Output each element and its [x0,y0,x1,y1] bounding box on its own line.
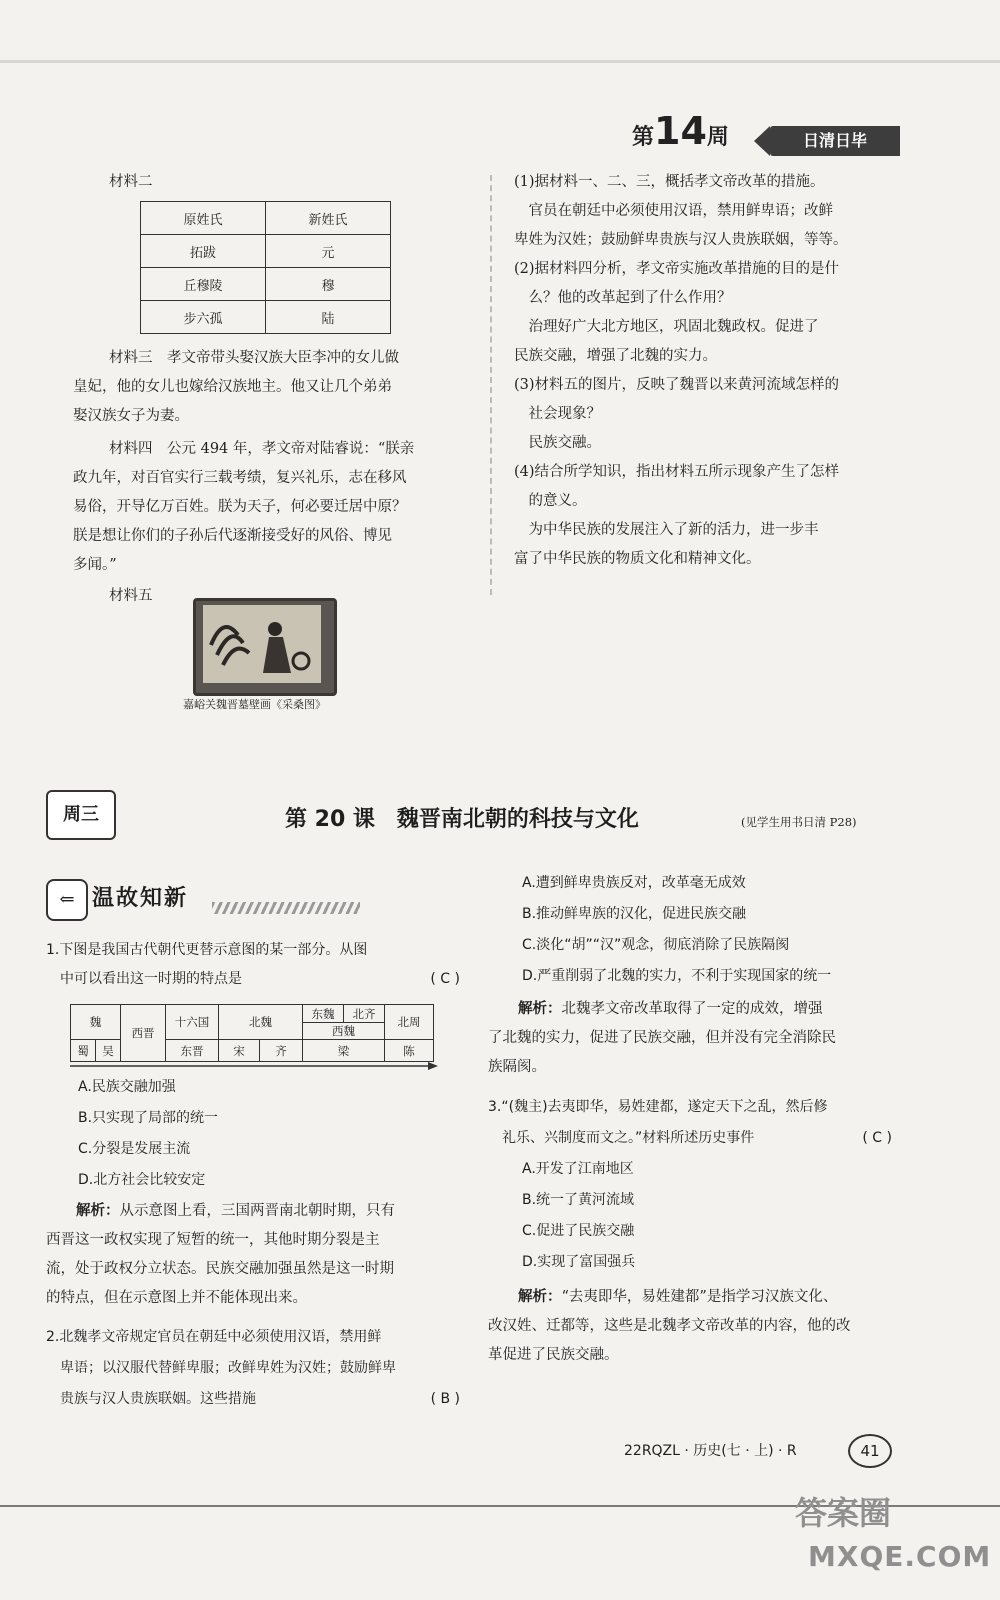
text-line: 皇妃，他的女儿也嫁给汉族地主。他又让几个弟弟 [73,379,392,395]
lesson-reference: (见学生用书日清 P28) [741,815,857,829]
mural-image-inner [203,605,321,683]
material-2-label: 材料二 [109,174,153,190]
table-row [141,301,391,334]
day-tag: 周三 [46,790,116,840]
book-code: 22RQZL · 历史(七 · 上) · R [624,1443,797,1459]
analysis-line [488,1282,898,1312]
lesson-title: 第 20 课 魏晋南北朝的科技与文化 [285,807,639,832]
timeline-table [70,1004,434,1062]
table-row [141,268,391,301]
text-line: 政九年，对百官实行三载考绩，复兴礼乐，志在移风 [73,470,407,486]
timeline-arrow-icon [70,1062,440,1072]
timeline-cell: 东晋 [166,1040,219,1062]
analysis-line [46,1196,466,1226]
answer-line: 富了中华民族的物质文化和精神文化。 [514,551,761,567]
q2-analysis [488,994,898,1082]
dynasty-timeline [70,1004,440,1072]
question-stem: 1.下图是我国古代朝代更替示意图的某一部分。从图 [46,942,368,958]
timeline-cell: 魏 [71,1005,121,1040]
answer-line: 卑姓为汉姓；鼓励鲜卑贵族与汉人贵族联姻，等等。 [514,232,848,248]
material-4 [73,435,465,580]
mural-figure-icon [203,605,321,683]
q2-options [522,868,902,992]
analysis-text: “去夷即华，易姓建都”是指学习汉族文化、 [561,1289,838,1305]
analysis-line: 的特点，但在示意图上并不能体现出来。 [46,1290,307,1306]
question-stem: 2.北魏孝文帝规定官员在朝廷中必须使用汉语，禁用鲜 [46,1329,382,1345]
timeline-cell: 北齐 [344,1005,385,1023]
badge-arrow-icon [754,126,770,156]
timeline-cell: 齐 [260,1040,303,1062]
question-stem [46,965,466,994]
timeline-cell: 宋 [219,1040,260,1062]
analysis-line: 了北魏的实力，促进了民族交融，但并没有完全消除民 [488,1030,836,1046]
timeline-cell: 陈 [385,1040,434,1062]
analysis-line: 革促进了民族交融。 [488,1347,619,1363]
q3-options [522,1154,902,1278]
table-cell: 元 [266,235,391,268]
week-prefix: 第 [632,125,655,150]
analysis-text: 北魏孝文帝改革取得了一定的成效，增强 [561,1001,823,1017]
week-suffix: 周 [706,125,729,150]
table-cell: 穆 [266,268,391,301]
timeline-cell: 北周 [385,1005,434,1040]
question-line: (4)结合所学知识，指出材料五所示现象产生了怎样 [514,464,840,480]
question-3 [488,1092,898,1154]
table-cell: 拓跋 [141,235,266,268]
week-number: 14 [654,109,707,153]
watermark-url: MXQE.COM [808,1540,992,1573]
question-line: (3)材料五的图片，反映了魏晋以来黄河流域怎样的 [514,377,840,393]
option-b: B.只实现了局部的统一 [78,1110,219,1126]
option-b: B.推动鲜卑族的汉化，促进民族交融 [522,906,747,922]
analysis-line [488,994,898,1024]
question-stem-text: 礼乐、兴制度而文之。”材料所述历史事件 [488,1130,755,1146]
section-stripe [212,902,360,914]
question-line: 的意义。 [514,493,587,509]
material-5-label: 材料五 [109,588,153,604]
table-cell: 步六孤 [141,301,266,334]
analysis-text: 从示意图上看，三国两晋南北朝时期，只有 [119,1203,395,1219]
answer-line: 民族交融，增强了北魏的实力。 [514,348,717,364]
question-stem-text: 贵族与汉人贵族联姻。这些措施 [46,1391,256,1407]
question-stem: 卑语；以汉服代替鲜卑服；改鲜卑姓为汉姓；鼓励鲜卑 [46,1360,396,1376]
analysis-label: 解析： [518,1288,562,1305]
material-3 [73,344,465,431]
question-2 [46,1322,466,1415]
section-title: 温故知新 [92,886,189,911]
question-stem [46,1384,466,1415]
analysis-line: 西晋这一政权实现了短暂的统一，其他时期分裂是主 [46,1232,380,1248]
left-materials [73,168,465,611]
analysis-line: 族隔阂。 [488,1059,546,1075]
analysis-line: 改汉姓、迁都等，这些是北魏孝文帝改革的内容，他的改 [488,1318,851,1334]
analysis-label: 解析： [76,1202,120,1219]
answer-line: 民族交融。 [514,435,601,451]
table-cell: 丘穆陵 [141,268,266,301]
timeline-cell: 西晋 [121,1005,166,1062]
column-divider [490,175,492,595]
daily-badge: 日清日毕 [770,126,900,156]
timeline-cell: 北魏 [219,1005,303,1040]
surname-table [140,201,391,334]
question-line: 么？他的改革起到了什么作用？ [514,290,732,306]
option-c: C.促进了民族交融 [522,1223,635,1239]
watermark-brand: 答案圈 [795,1494,892,1532]
timeline-cell: 蜀 [71,1040,96,1062]
question-answer: ( B ) [430,1391,460,1407]
question-1 [46,936,466,994]
page-number: 41 [848,1434,892,1468]
text-line: 材料四 公元 494 年，孝文帝对陆睿说：“朕亲 [109,441,415,457]
answer-line: 官员在朝廷中必须使用汉语，禁用鲜卑语；改鲜 [514,203,833,219]
table-header: 原姓氏 [141,202,266,235]
question-answer: ( C ) [862,1130,892,1146]
text-line: 易俗，开导亿万百姓。朕为天子，何必要迁居中原？ [73,499,407,515]
timeline-cell: 梁 [303,1040,385,1062]
text-line: 材料三 孝文帝带头娶汉族大臣李冲的女儿做 [109,350,399,366]
q1-options [78,1072,468,1196]
text-line: 多闻。” [73,557,117,573]
table-header: 新姓氏 [266,202,391,235]
option-c: C.淡化“胡”“汉”观念，彻底消除了民族隔阂 [522,937,790,953]
table-cell: 陆 [266,301,391,334]
option-c: C.分裂是发展主流 [78,1141,191,1157]
answer-line: 为中华民族的发展注入了新的活力，进一步丰 [514,522,819,538]
week-label [632,109,729,153]
option-b: B.统一了黄河流域 [522,1192,635,1208]
question-stem: 3.“(魏主)去夷即华，易姓建都，遂定天下之乱，然后修 [488,1099,828,1115]
answer-line: 治理好广大北方地区，巩固北魏政权。促进了 [514,319,819,335]
text-line: 娶汉族女子为妻。 [73,408,189,424]
question-line: (1)据材料一、二、三，概括孝文帝改革的措施。 [514,174,825,190]
question-line: (2)据材料四分析，孝文帝实施改革措施的目的是什 [514,261,840,277]
question-line: 社会现象？ [514,406,601,422]
option-a: A.遭到鲜卑贵族反对，改革毫无成效 [522,875,746,891]
question-answer: ( C ) [430,971,460,987]
q3-analysis [488,1282,898,1370]
right-answers [514,168,899,574]
option-d: D.严重削弱了北魏的实力，不利于实现国家的统一 [522,968,832,984]
timeline-cell: 吴 [96,1040,121,1062]
table-header-row [141,202,391,235]
q1-analysis [46,1196,466,1313]
analysis-label: 解析： [518,1000,562,1017]
timeline-cell: 西魏 [303,1023,385,1040]
table-row [141,235,391,268]
option-a: A.民族交融加强 [78,1079,176,1095]
timeline-cell: 十六国 [166,1005,219,1040]
option-a: A.开发了江南地区 [522,1161,634,1177]
timeline-cell: 东魏 [303,1005,344,1023]
top-border [0,60,1000,63]
analysis-line: 流，处于政权分立状态。民族交融加强虽然是这一时期 [46,1261,394,1277]
question-stem-text: 中可以看出这一时期的特点是 [46,971,242,987]
image-caption: 嘉峪关魏晋墓壁画《采桑图》 [183,698,326,711]
option-d: D.北方社会比较安定 [78,1172,206,1188]
text-line: 朕是想让你们的子孙后代逐渐接受好的风俗、博见 [73,528,392,544]
option-d: D.实现了富国强兵 [522,1254,636,1270]
question-stem [488,1123,898,1154]
review-arrow-icon: ⇐ [46,879,88,921]
